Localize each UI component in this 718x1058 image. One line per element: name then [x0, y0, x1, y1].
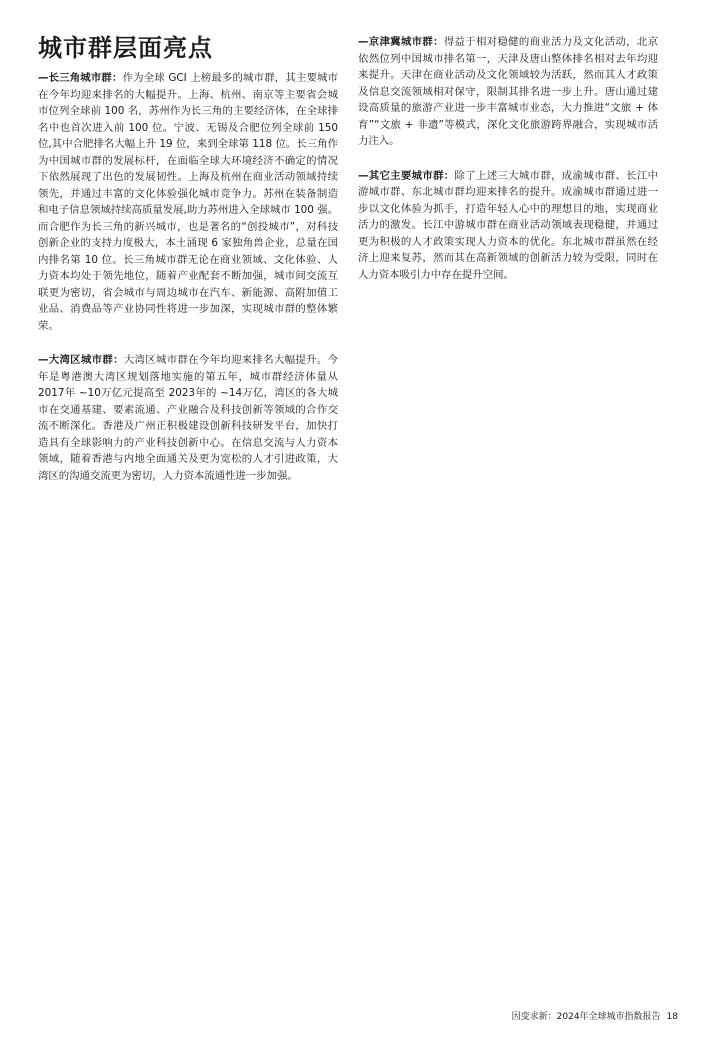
- paragraph-lead: —长三角城市群：: [38, 72, 123, 84]
- right-column: [358, 34, 658, 301]
- paragraph-other-clusters: [358, 168, 658, 284]
- paragraph-body: 作为全球 GCI 上榜最多的城市群，其主要城市在今年均迎来排名的大幅提升。上海、杭州、南京等主要省会城市位列全球前 100 名，苏州作为长三角的主要经济体，在全球排名中也首次进入前 100 位。宁波、无锡及合肥位列全球前 150 位,其中合肥排名大幅上升 19 位，来到全球第 118 位。长三角作为中国城市群的发展标杆，在面临全球大环境经济不确定的情况下依然展现了出色的发展韧性。上海及杭州在商业活动领域持续领先，并通过丰富的文化体验强化城市竞争力。苏州在装备制造和电子信息领域持续高质量发展,助力苏州进入全球城市 100 强。而合肥作为长三角的新兴城市，也是著名的“创投城市”，对科技创新企业的支持力度极大，本土涌现 6 家独角兽企业，总量在国内排名第 10 位。长三角城市群无论在商业领域、文化体验、人力资本均处于领先地位，随着产业配套不断加强，城市间交流互联更为密切，省会城市与周边城市在汽车、新能源、高附加值工业品、消费品等产业协同性将进一步加深，实现城市群的整体繁荣。: [38, 72, 339, 332]
- footer-label: 因变求新：2024年全球城市指数报告: [511, 1012, 661, 1022]
- paragraph-lead: —其它主要城市群：: [358, 169, 455, 182]
- paragraph-body: 得益于相对稳健的商业活力及文化活动，北京依然位列中国城市排名第一，天津及唐山整体排名相对去年均迎来提升。天津在商业活动及文化领域较为活跃，然而其人才政策及信息交流领域相对保守，限制其排名进一步上升。唐山通过建设高质量的旅游产业进一步丰富城市业态，大力推进“文旅 + 体育”“文旅 + 非遗”等模式，深化文化旅游跨界融合，实现城市活力注入。: [358, 36, 659, 147]
- paragraph-jing-jin-ji: [358, 34, 658, 150]
- paragraph-body: 大湾区城市群在今年均迎来排名大幅提升。今年是粤港澳大湾区规划落地实施的第五年，城市群经济体量从2017年 ~10万亿元提高至 2023年的 ~14万亿，湾区的各大城市在交通基建、要素流通、产业融合及科技创新等领域的合作交流不断深化。香港及广州正积极建设创新科技研发平台，加快打造具有全球影响力的产业科技创新中心。在信息交流与人力资本领域，随着香港与内地全面通关及更为宽松的人才引进政策，大湾区的沟通交流更为密切，人力资本流通性进一步加强。: [38, 354, 339, 482]
- paragraph-yangtze-delta: [38, 70, 338, 334]
- paragraph-lead: —京津冀城市群：: [358, 36, 444, 48]
- page-number: 18: [666, 1012, 678, 1022]
- page-footer: [512, 1009, 678, 1022]
- paragraph-lead: —大湾区城市群：: [38, 354, 124, 366]
- left-column: [38, 70, 338, 502]
- paragraph-greater-bay-area: [38, 352, 338, 484]
- page-title: 城市群层面亮点: [38, 34, 213, 62]
- paragraph-body: 除了上述三大城市群，成渝城市群、长江中游城市群、东北城市群均迎来排名的提升。成渝城市群通过进一步以文化体验为抓手，打造年轻人心中的理想目的地，实现商业活力的激发。长江中游城市群在商业活动领域表现稳健，并通过更为积极的人才政策实现人力资本的优化。东北城市群虽然在经济上迎来复苏，然而其在高新领域的创新活力较为受限，同时在人力资本吸引力中存在提升空间。: [358, 169, 659, 281]
